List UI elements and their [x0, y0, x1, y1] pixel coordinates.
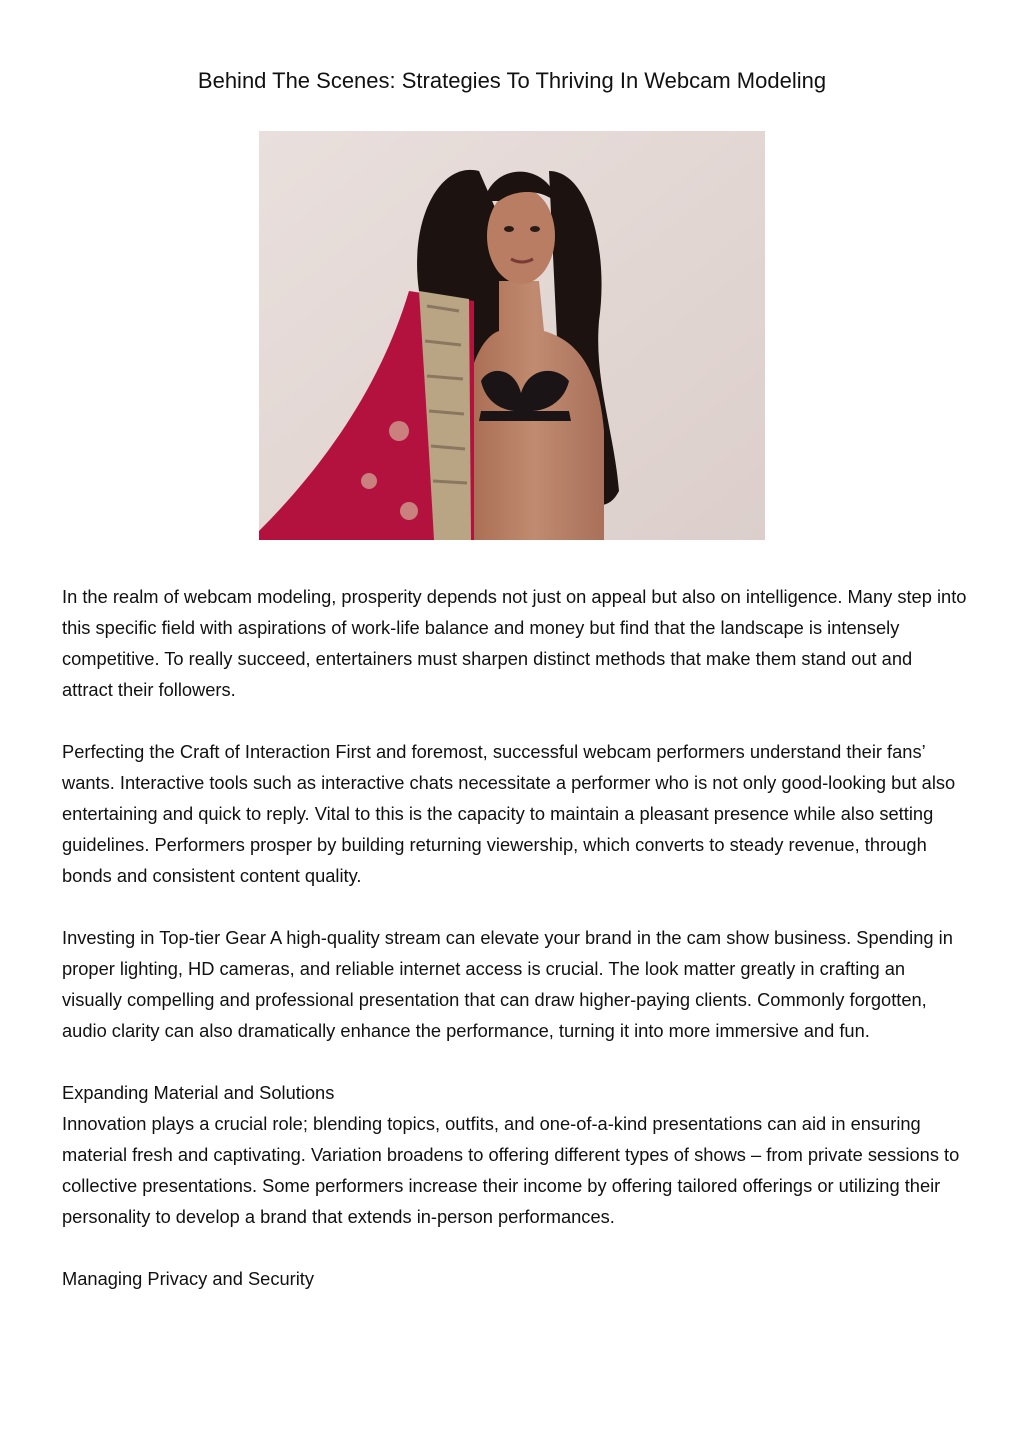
eye-right — [530, 226, 540, 232]
saree-motif — [400, 502, 418, 520]
face — [487, 188, 555, 284]
hero-image — [259, 131, 765, 540]
paragraph: Perfecting the Craft of Interaction First and foremost, successful webcam performers understand their fans’ wants. Interactive tools such as interactive chats necessitate a performer who is not only good-looking but also entertaining and quick to reply. Vital to this is the capacity to maintain a pleasant presence while also setting guidelines. Performers prosper by building returning viewership, which converts to steady revenue, through bonds and consistent content quality. — [62, 741, 956, 886]
top-band — [479, 411, 571, 421]
saree-motif — [389, 421, 409, 441]
eye-left — [504, 226, 514, 232]
saree-motif — [361, 473, 377, 489]
article-body — [62, 581, 967, 1294]
section-heading: Expanding Material and Solutions — [62, 1082, 335, 1103]
paragraph: Investing in Top-tier Gear A high-quality stream can elevate your brand in the cam show business. Spending in proper lighting, HD cameras, and reliable internet access is crucial. The look matter greatly in crafting an visually compelling and professional presentation that can draw higher-paying clients. Commonly forgotten, audio clarity can also dramatically enhance the performance, turning it into more immersive and fun. — [62, 927, 953, 1041]
section-heading: Managing Privacy and Security — [62, 1268, 315, 1289]
page-title: Behind The Scenes: Strategies To Thriving In Webcam Modeling — [197, 68, 827, 93]
paragraph: Innovation plays a crucial role; blending topics, outfits, and one-of-a-kind presentations can aid in ensuring material fresh and captivating. Variation broadens to offering different types of shows – from private sessions to collective presentations. Some performers increase their income by offering tailored offerings or utilizing their personality to develop a brand that extends in-person performances. — [62, 1113, 960, 1227]
paragraph: In the realm of webcam modeling, prosperity depends not just on appeal but also on intelligence. Many step into this specific field with aspirations of work-life balance and money but find that the landscape is intensely competitive. To really succeed, entertainers must sharpen distinct methods that make them stand out and attract their followers. — [62, 586, 967, 700]
portrait-photo-illustration — [259, 131, 765, 540]
